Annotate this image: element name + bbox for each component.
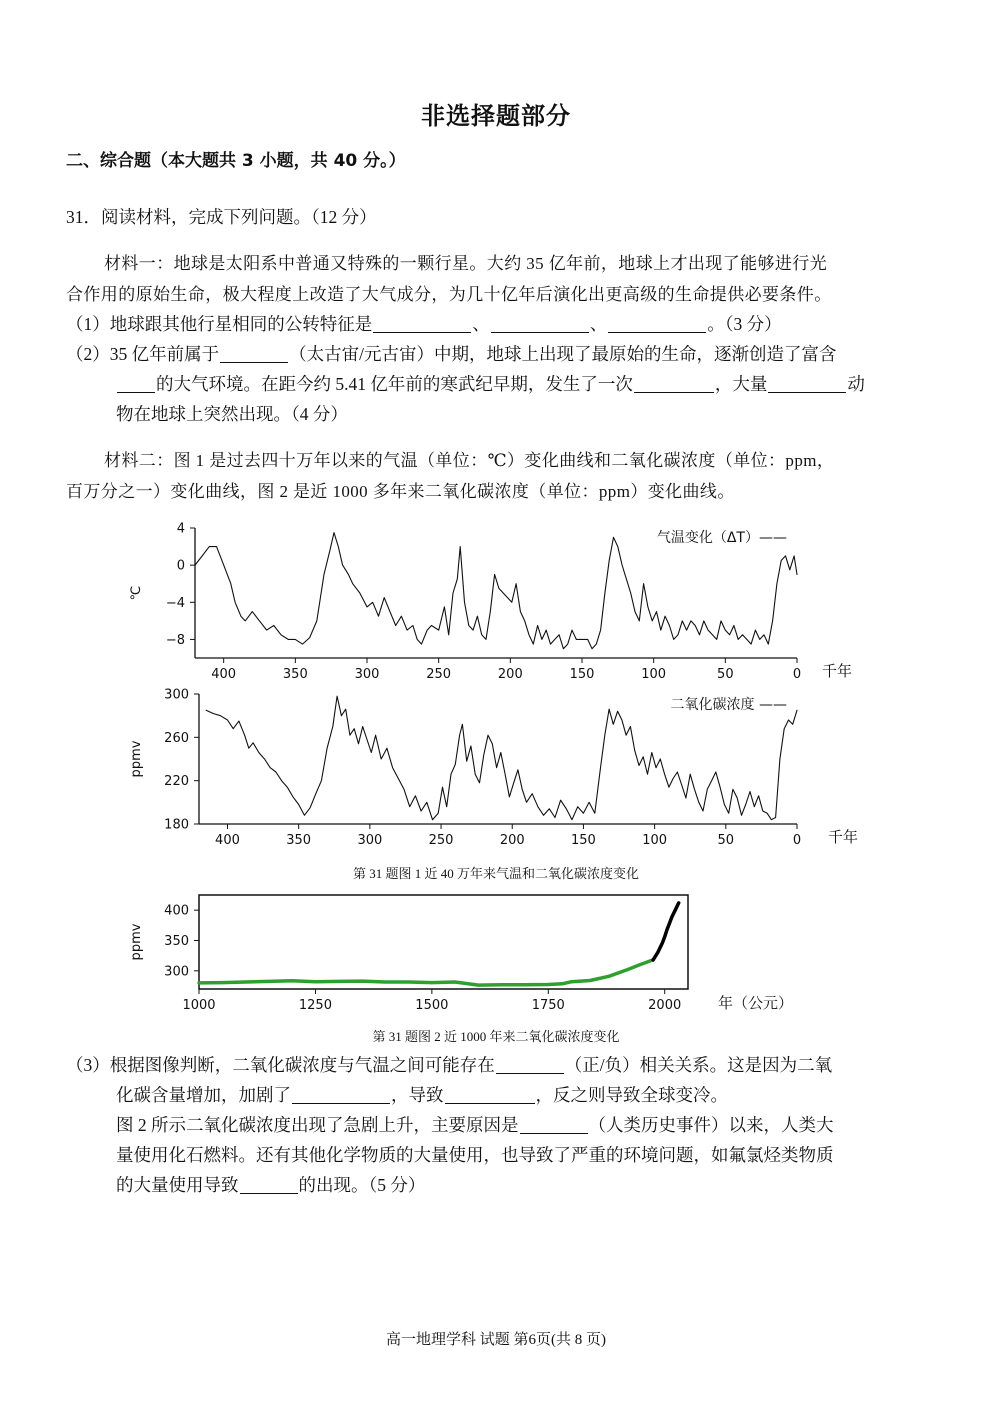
x-tick-label: 2000	[648, 998, 682, 1013]
q2-text: 动	[847, 374, 865, 394]
q3-text: （正/负）相关关系。这是因为二氧	[564, 1055, 833, 1075]
x-tick-label: 300	[354, 667, 380, 682]
y-tick-label: 220	[164, 774, 189, 790]
question-2-line-3: 物在地球上突然出现。（4 分）	[116, 404, 348, 424]
y-tick-label: 300	[164, 687, 189, 703]
answer-blank[interactable]	[445, 1083, 535, 1104]
y-tick-label: 300	[164, 964, 189, 980]
x-tick-label: 0	[792, 833, 802, 848]
y-tick-label: 4	[176, 521, 185, 537]
series-line-0	[206, 696, 797, 820]
series-line-0	[199, 960, 653, 985]
x-tick-label: 1250	[298, 998, 332, 1013]
series-line-0	[195, 533, 797, 649]
x-tick-label: 250	[426, 667, 452, 682]
y-axis-label: ppmv	[129, 923, 144, 961]
y-tick-label: −8	[165, 632, 185, 648]
material-two-line-1: 材料二：图 1 是过去四十万年以来的气温（单位：℃）变化曲线和二氧化碳浓度（单位：ppm，	[104, 451, 835, 470]
question-3-line-4: 量使用化石燃料。还有其他化学物质的大量使用，也导致了严重的环境问题，如氟氯烃类物质	[116, 1145, 834, 1165]
y-tick-label: −4	[165, 595, 185, 611]
q3-text: 的出现。（5 分）	[298, 1175, 426, 1195]
q2-text: ，大量	[714, 374, 768, 394]
x-tick-label: 350	[286, 833, 312, 848]
x-tick-label: 150	[571, 833, 596, 848]
question-3-line-1	[66, 1050, 832, 1080]
x-tick-label: 150	[569, 667, 595, 682]
x-tick-label: 400	[215, 833, 240, 848]
answer-blank[interactable]	[496, 1053, 564, 1074]
q3-text: ，反之则导致全球变冷。	[535, 1085, 728, 1105]
x-tick-label: 100	[641, 667, 667, 682]
q1-suffix: 。（3 分）	[707, 314, 782, 334]
q3-text: 的大量使用导致	[116, 1175, 239, 1195]
modern-co2-chart	[129, 895, 793, 1013]
co2-chart	[129, 688, 858, 849]
q1-prefix: （1）地球跟其他行星相同的公转特征是	[66, 314, 373, 334]
q2-text: 的大气环境。在距今约 5.41 亿年前的寒武纪早期，发生了一次	[156, 374, 633, 394]
x-unit-label: 年（公元）	[718, 994, 794, 1012]
x-tick-label: 50	[717, 833, 735, 848]
y-axis-label: ℃	[129, 585, 144, 601]
q3-text: 化碳含量增加，加剧了	[116, 1085, 291, 1105]
y-tick-label: 180	[164, 817, 189, 833]
x-tick-label: 200	[497, 667, 523, 682]
x-tick-label: 400	[211, 667, 237, 682]
q3-text: （人类历史事件）以来，人类大	[588, 1115, 834, 1135]
y-tick-label: 260	[164, 730, 189, 746]
figure-1-caption: 第 31 题图 1 近 40 万年来气温和二氧化碳浓度变化	[352, 866, 639, 881]
answer-blank[interactable]	[240, 1173, 298, 1194]
question-3-line-2	[116, 1080, 728, 1110]
q3-text: （3）根据图像判断，二氧化碳浓度与气温之间可能存在	[66, 1055, 495, 1075]
q3-text: 图 2 所示二氧化碳浓度出现了急剧上升，主要原因是	[116, 1115, 519, 1135]
series-line-1	[653, 903, 679, 960]
x-tick-label: 250	[428, 833, 454, 848]
q3-text: ，导致	[391, 1085, 444, 1105]
x-unit-label: 千年	[828, 828, 859, 846]
material-one-line-2: 合作用的原始生命，极大程度上改造了大气成分，为几十亿年后演化出更高级的生命提供必要条件。	[66, 285, 832, 304]
x-tick-label: 50	[717, 667, 734, 682]
x-tick-label: 0	[792, 667, 802, 682]
x-unit-label: 千年	[822, 662, 853, 680]
material-one-line-1: 材料一：地球是太阳系中普通又特殊的一颗行星。大约 35 亿年前，地球上才出现了能够进行光	[104, 254, 828, 273]
x-tick-label: 1500	[415, 998, 449, 1013]
q1-separator: 、	[589, 314, 608, 334]
question-3-line-5	[116, 1170, 425, 1200]
x-tick-label: 350	[282, 667, 308, 682]
y-tick-label: 0	[176, 558, 185, 574]
x-tick-label: 1000	[182, 998, 216, 1013]
answer-blank[interactable]	[292, 1083, 390, 1104]
x-tick-label: 200	[499, 833, 525, 848]
question-intro: 31．阅读材料，完成下列问题。（12 分）	[66, 207, 377, 227]
page-footer: 高一地理学科 试题 第6页(共 8 页)	[386, 1332, 606, 1348]
temperature-chart	[129, 522, 852, 683]
figure-2-caption: 第 31 题图 2 近 1000 年来二氧化碳浓度变化	[372, 1029, 620, 1044]
y-tick-label: 350	[164, 933, 189, 949]
q2-prefix: （2）35 亿年前属于	[66, 344, 220, 364]
legend-entry: 二氧化碳浓度 ——	[670, 697, 787, 713]
question-3-line-3	[116, 1110, 834, 1140]
x-tick-label: 100	[642, 833, 668, 848]
q1-separator: 、	[472, 314, 490, 334]
legend-entry: 气温变化（ΔT）——	[656, 530, 787, 546]
x-tick-label: 300	[357, 833, 383, 848]
page-title: 非选择题部分	[421, 102, 571, 130]
material-two-line-2: 百万分之一）变化曲线，图 2 是近 1000 多年来二氧化碳浓度（单位：ppm）变化曲线。	[66, 482, 735, 501]
y-axis-label: ppmv	[129, 740, 144, 778]
answer-blank[interactable]	[520, 1113, 588, 1134]
q2-text: （太古宙/元古宙）中期，地球上出现了最原始的生命，逐渐创造了富含	[289, 344, 837, 364]
y-tick-label: 400	[164, 903, 189, 919]
section-heading: 二、综合题（本大题共 3 小题，共 40 分。）	[66, 151, 406, 171]
x-tick-label: 1750	[531, 998, 565, 1013]
